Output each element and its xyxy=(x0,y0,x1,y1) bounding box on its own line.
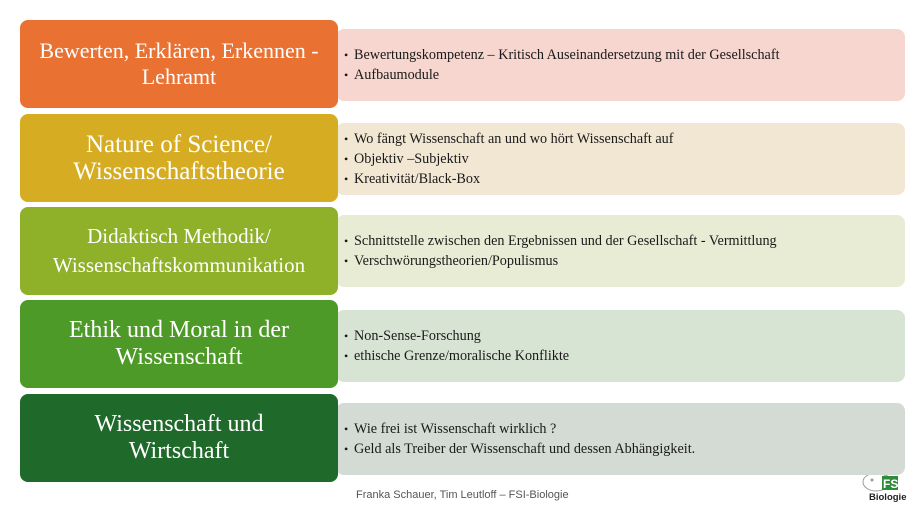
topic-label xyxy=(20,300,338,388)
bullet-dot-icon: • xyxy=(344,442,349,456)
bullet-dot-icon: • xyxy=(344,172,349,186)
bullet-item xyxy=(344,65,905,85)
bullet-text: Non-Sense-Forschung xyxy=(354,328,481,344)
topic-label-line: Wissenschaftskommunikation xyxy=(52,253,306,277)
topic-label-line: Wissenschaft xyxy=(115,344,243,370)
bullet-item xyxy=(344,149,905,169)
bullet-item xyxy=(344,231,905,251)
bullet-dot-icon: • xyxy=(344,68,349,82)
bullet-item xyxy=(344,129,905,149)
topic-details xyxy=(336,29,905,101)
svg-text:FS: FS xyxy=(883,477,899,491)
topic-label-line: Wissenschaft und xyxy=(94,411,264,437)
footer-credits: Franka Schauer, Tim Leutloff – FSI-Biologie xyxy=(356,489,569,501)
topic-label xyxy=(20,20,338,108)
bullet-text: Verschwörungstheorien/Populismus xyxy=(354,253,559,269)
topic-details xyxy=(336,403,905,475)
bullet-dot-icon: • xyxy=(344,422,349,436)
bullet-item xyxy=(344,346,905,366)
bullet-dot-icon: • xyxy=(344,254,349,268)
bullet-item xyxy=(344,45,905,65)
bullet-dot-icon: • xyxy=(344,152,349,166)
topic-label-line: Nature of Science/ xyxy=(85,131,273,158)
topic-details xyxy=(336,310,905,382)
bullet-dot-icon: • xyxy=(344,349,349,363)
topic-label-line: Lehramt xyxy=(141,64,217,89)
bullet-dot-icon: • xyxy=(344,329,349,343)
bullet-text: Wo fängt Wissenschaft an und wo hört Wissenschaft auf xyxy=(354,131,674,147)
bullet-text: Wie frei ist Wissenschaft wirklich ? xyxy=(354,421,557,437)
topic-details xyxy=(336,123,905,195)
bullet-dot-icon: • xyxy=(344,132,349,146)
bullet-dot-icon: • xyxy=(344,234,349,248)
bullet-text: Aufbaumodule xyxy=(354,67,440,83)
bullet-text: Bewertungskompetenz – Kritisch Auseinandersetzung mit der Gesellschaft xyxy=(354,47,780,63)
topic-label-line: Bewerten, Erklären, Erkennen - xyxy=(39,38,319,63)
topic-label-line: Didaktisch Methodik/ xyxy=(87,224,271,248)
bullet-item xyxy=(344,419,905,439)
bullet-item xyxy=(344,439,905,459)
bullet-item xyxy=(344,326,905,346)
topic-details xyxy=(336,215,905,287)
bullet-text: ethische Grenze/moralische Konflikte xyxy=(354,348,570,364)
topic-label xyxy=(20,207,338,295)
bullet-text: Geld als Treiber der Wissenschaft und dessen Abhängigkeit. xyxy=(354,441,696,457)
topic-label-line: Wissenschaftstheorie xyxy=(73,158,285,185)
bullet-text: Kreativität/Black-Box xyxy=(354,171,481,187)
bullet-item xyxy=(344,169,905,189)
bullet-text: Schnittstelle zwischen den Ergebnissen und der Gesellschaft - Vermittlung xyxy=(354,233,777,249)
bullet-item xyxy=(344,251,905,271)
bullet-text: Objektiv –Subjektiv xyxy=(354,151,469,167)
topic-label xyxy=(20,114,338,202)
topic-label-line: Wirtschaft xyxy=(128,438,230,464)
bullet-dot-icon: • xyxy=(344,48,349,62)
topic-label-line: Ethik und Moral in der xyxy=(69,317,289,343)
logo-text: Biologie xyxy=(869,492,907,503)
topic-label xyxy=(20,394,338,482)
